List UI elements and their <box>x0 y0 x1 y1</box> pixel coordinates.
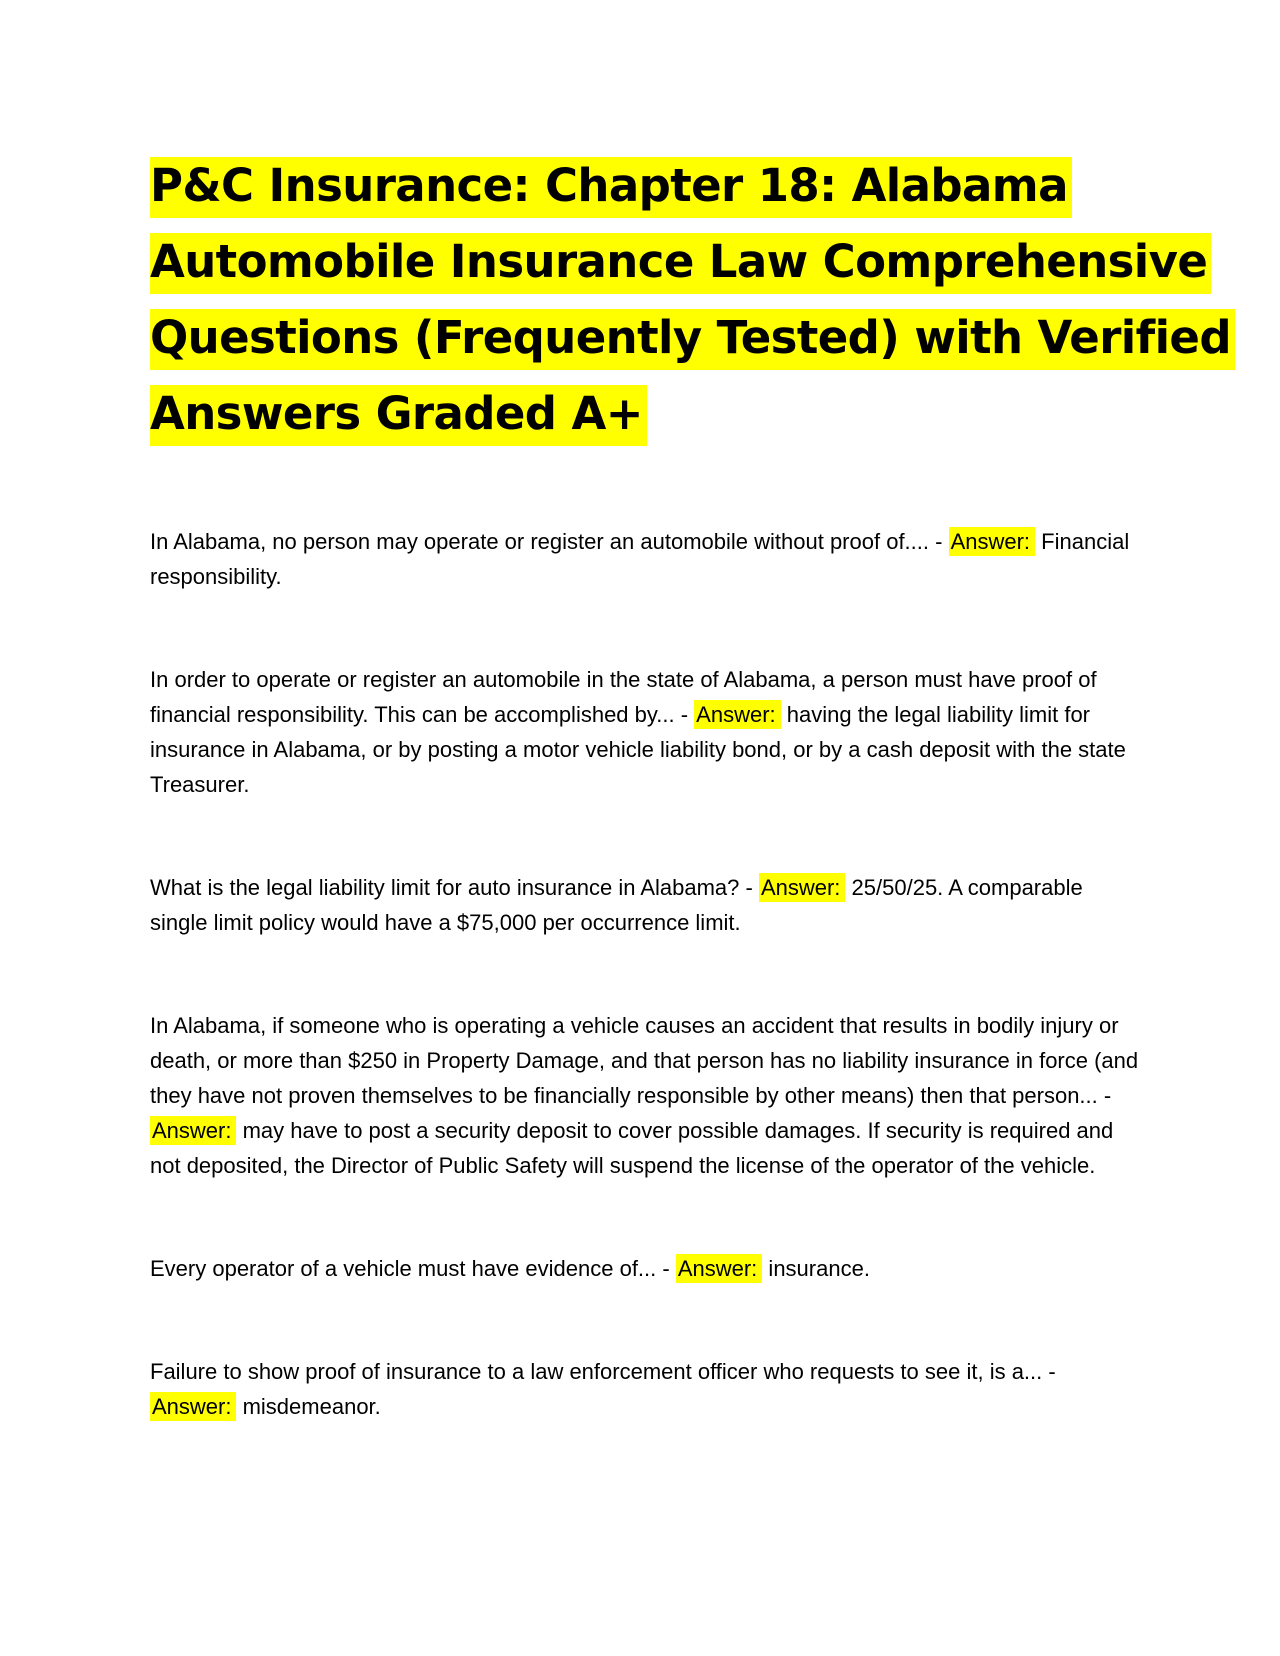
qa-item <box>150 1008 1140 1183</box>
qa-item <box>150 1251 1140 1286</box>
answer-label: Answer: <box>150 1116 236 1145</box>
answer-label: Answer: <box>694 700 780 729</box>
qa-item <box>150 662 1140 802</box>
question-text: In Alabama, if someone who is operating a vehicle causes an accident that results in bodily injury or death, or more than $250 in Property Damage, and that person has no liability insurance in force (and they have not proven themselves to be financially responsible by other means) then that person... - <box>150 1013 1139 1108</box>
question-text: Every operator of a vehicle must have evidence of... - <box>150 1256 676 1281</box>
document-title <box>150 148 1231 452</box>
document-page <box>150 148 1231 1492</box>
answer-text: Financial responsibility. <box>150 529 1130 589</box>
question-text: In order to operate or register an automobile in the state of Alabama, a person must have proof of financial responsibility. This can be accomplished by... - <box>150 667 1097 727</box>
qa-item <box>150 524 1140 594</box>
answer-text: 25/50/25. A comparable single limit policy would have a $75,000 per occurrence limit. <box>150 875 1083 935</box>
answer-label: Answer: <box>150 1392 236 1421</box>
qa-item <box>150 1354 1140 1424</box>
answer-label: Answer: <box>676 1254 762 1283</box>
answer-text: having the legal liability limit for insurance in Alabama, or by posting a motor vehicle liability bond, or by a cash deposit with the state Treasurer. <box>150 702 1126 797</box>
title-line: Automobile Insurance Law Comprehensive <box>150 224 1140 300</box>
title-line: Questions (Frequently Tested) with Verified <box>150 300 1140 376</box>
answer-text: misdemeanor. <box>236 1394 381 1419</box>
title-line: Answers Graded A+ <box>150 376 1140 452</box>
answer-text: may have to post a security deposit to cover possible damages. If security is required and not deposited, the Director of Public Safety will suspend the license of the operator of the vehicle. <box>150 1118 1114 1178</box>
qa-item <box>150 870 1140 940</box>
title-line: P&C Insurance: Chapter 18: Alabama <box>150 148 1140 224</box>
answer-label: Answer: <box>759 873 845 902</box>
question-text: Failure to show proof of insurance to a law enforcement officer who requests to see it, is a... - <box>150 1359 1056 1384</box>
answer-label: Answer: <box>949 527 1035 556</box>
question-text: In Alabama, no person may operate or register an automobile without proof of.... - <box>150 529 949 554</box>
question-text: What is the legal liability limit for auto insurance in Alabama? - <box>150 875 759 900</box>
answer-text: insurance. <box>762 1256 870 1281</box>
